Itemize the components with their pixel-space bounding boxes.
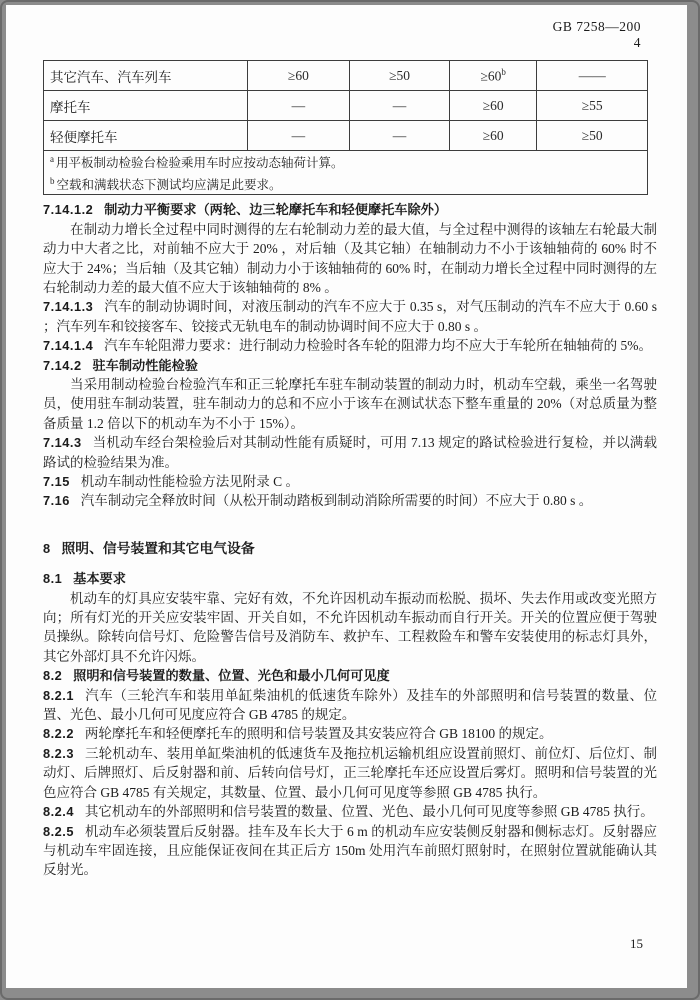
clause-text: 汽车车轮阻滞力要求：进行制动力检验时各车轮的阻滞力均不应大于车轮所在轴轴荷的 5%。 [104, 338, 653, 354]
paragraph [43, 220, 657, 298]
document-page [6, 5, 687, 988]
spec-table-body [44, 61, 648, 195]
value-cell: $\ge 60^b$ [449, 61, 537, 91]
clause-7.14.1.3 [43, 297, 657, 336]
clause-text: 三轮机动车、装用单缸柴油机的低速货车及拖拉机运输机组应设置前照灯、前位灯、后位灯、制动灯、后牌照灯、后反射器和前、后转向信号灯，正三轮摩托车还应设置后雾灯。照明和信号装置的光色应符合 GB 4785 有关规定，其数量、位置、最小几何可见度等参照 GB 4785 执行。 [43, 745, 657, 800]
clause-text: 在制动力增长全过程中同时测得的左右轮制动力差的最大值，与全过程中测得的该轴左右轮最大制动力中大者之比，对前轴不应大于 20% ，对后轴（及其它轴）在轴制动力不小于该轴轴荷的 60% 时不应大于 24%；当后轴（及其它轴）制动力小于该轴轴荷的 60% 时，在制动力增长全过程中同时测得的左右轮制动力差的最大值不应大于该轴轴荷的 8% 。 [43, 221, 657, 295]
table-row [44, 121, 648, 151]
clause-number: 8.2.2 [43, 726, 74, 742]
clause-text: 机动车制动性能检验方法见附录 C 。 [80, 474, 300, 489]
clause-text: 基本要求 [73, 571, 126, 587]
clause-8.2.3 [43, 744, 657, 802]
clause-number: 7.14.1.3 [43, 299, 94, 315]
clause-8.2.2 [43, 724, 657, 743]
row-label: 轻便摩托车 [44, 121, 248, 151]
clause-number: 8.2.4 [43, 804, 74, 820]
value-cell: ≥55 [537, 91, 648, 121]
clause-7.14.1.4 [43, 336, 657, 355]
clause-7.14.2 [43, 356, 657, 375]
clause-number: 8.2.1 [43, 687, 74, 703]
value-cell: — [247, 91, 350, 121]
clause-number: 7.14.2 [43, 357, 82, 373]
clause-number: 8.2.5 [43, 823, 74, 839]
value-cell: ≥50 [537, 121, 648, 151]
clause-text: 汽车（三轮汽车和装用单缸柴油机的低速货车除外）及挂车的外部照明和信号装置的数量、位置、光色、最小几何可见度应符合 GB 4785 的规定。 [43, 687, 657, 723]
footnote-marker: a [50, 154, 54, 164]
clause-text: 两轮摩托车和轻便摩托车的照明和信号装置及其安装应符合 GB 18100 的规定。 [84, 726, 553, 742]
clause-7.16 [43, 491, 657, 510]
value-cell: —— [537, 61, 648, 91]
clause-number: 7.14.1.2 [43, 202, 94, 218]
table-footnotes [44, 151, 648, 195]
clause-number: 7.15 [43, 474, 70, 489]
clause-number: 7.14.1.4 [43, 338, 94, 354]
clause-8.2 [43, 666, 657, 685]
clause-text: 当机动车经台架检验后对其制动性能有质疑时，可用 7.13 规定的路试检验进行复检，并以满载路试的检验结果为准。 [43, 435, 657, 470]
value-cell: ≥50 [350, 61, 450, 91]
brake-performance-table [43, 60, 648, 195]
value-cell: — [350, 121, 450, 151]
table-footnote: $^a$ 用平板制动检验台检验乘用车时应按动态轴荷计算。 [50, 154, 344, 171]
clause-7.15 [43, 472, 657, 491]
clause-text: 驻车制动性能检验 [92, 357, 198, 373]
value-cell: — [247, 121, 350, 151]
clause-8.1 [43, 569, 657, 588]
clause-text: 汽车制动完全释放时间（从松开制动踏板到制动消除所需要的时间）不应大于 0.80 s 。 [80, 493, 593, 509]
document-body [43, 200, 657, 879]
table-row [44, 61, 648, 91]
clause-text: 机动车的灯具应安装牢靠、完好有效，不允许因机动车振动而松脱、损坏、失去作用或改变光照方向；所有灯光的开关应安装牢固、开关自如，不允许因机动车振动而自行开关。开关的位置应便于驾驶员操纵。除转向信号灯、危险警告信号及消防车、救护车、工程救险车和警车安装使用的标志灯具外，其它外部灯具不允许闪烁。 [43, 590, 657, 664]
table-footnote: $^b$ 空载和满载状态下测试均应满足此要求。 [50, 175, 282, 192]
table-row [44, 91, 648, 121]
paragraph [43, 375, 657, 433]
doc-number-header [43, 19, 641, 51]
clause-number: 8 [43, 540, 51, 556]
clause-8 [43, 539, 657, 558]
clause-7.14.1.2 [43, 200, 657, 219]
row-label: 摩托车 [44, 91, 248, 121]
doc-number-line1: GB 7258—200 [552, 19, 641, 34]
table-footnote-row [44, 151, 648, 195]
clause-8.2.1 [43, 686, 657, 725]
footnote-marker: b [50, 175, 55, 186]
value-cell: ≥60 [449, 121, 537, 151]
clause-text: 其它机动车的外部照明和信号装置的数量、位置、光色、最小几何可见度等参照 GB 4785 执行。 [84, 804, 654, 820]
clause-number: 7.16 [43, 493, 70, 509]
value-cell: ≥60 [247, 61, 350, 91]
value-cell: — [350, 91, 450, 121]
clause-text: 制动力平衡要求（两轮、边三轮摩托车和轻便摩托车除外） [104, 202, 448, 218]
doc-number-line2: 4 [633, 35, 641, 50]
clause-number: 7.14.3 [43, 435, 82, 451]
clause-number: 8.1 [43, 571, 63, 587]
footnote-ref: b [501, 66, 506, 77]
page-number: 15 [630, 936, 643, 951]
clause-8.2.5 [43, 822, 657, 880]
clause-number: 8.2 [43, 668, 63, 684]
value-cell: ≥60 [449, 91, 537, 121]
clause-number: 8.2.3 [43, 745, 74, 761]
clause-text: 机动车必须装置后反射器。挂车及车长大于 6 m 的机动车应安装侧反射器和侧标志灯。反射器应与机动车牢固连接，且应能保证夜间在其正后方 150m 处用汽车前照灯照射时，在照射位置就能确认其反射光。 [43, 823, 657, 878]
paragraph [43, 589, 657, 667]
clause-text: 照明和信号装置的数量、位置、光色和最小几何可见度 [73, 668, 390, 684]
clause-text: 汽车的制动协调时间，对液压制动的汽车不应大于 0.35 s，对气压制动的汽车不应大于 0.60 s ；汽车列车和铰接客车、铰接式无轨电车的制动协调时间不应大于 0.80 s 。 [43, 299, 657, 334]
clause-text: 照明、信号装置和其它电气设备 [61, 540, 255, 556]
clause-8.2.4 [43, 802, 657, 821]
clause-7.14.3 [43, 433, 657, 472]
clause-text: 当采用制动检验台检验汽车和正三轮摩托车驻车制动装置的制动力时，机动车空载，乘坐一名驾驶员，使用驻车制动装置，驻车制动力的总和不应小于该车在测试状态下整车重量的 20%（对总质量为整备质量 1.2 倍以下的机动车为不小于 15%）。 [43, 376, 657, 431]
row-label: 其它汽车、汽车列车 [44, 61, 248, 91]
